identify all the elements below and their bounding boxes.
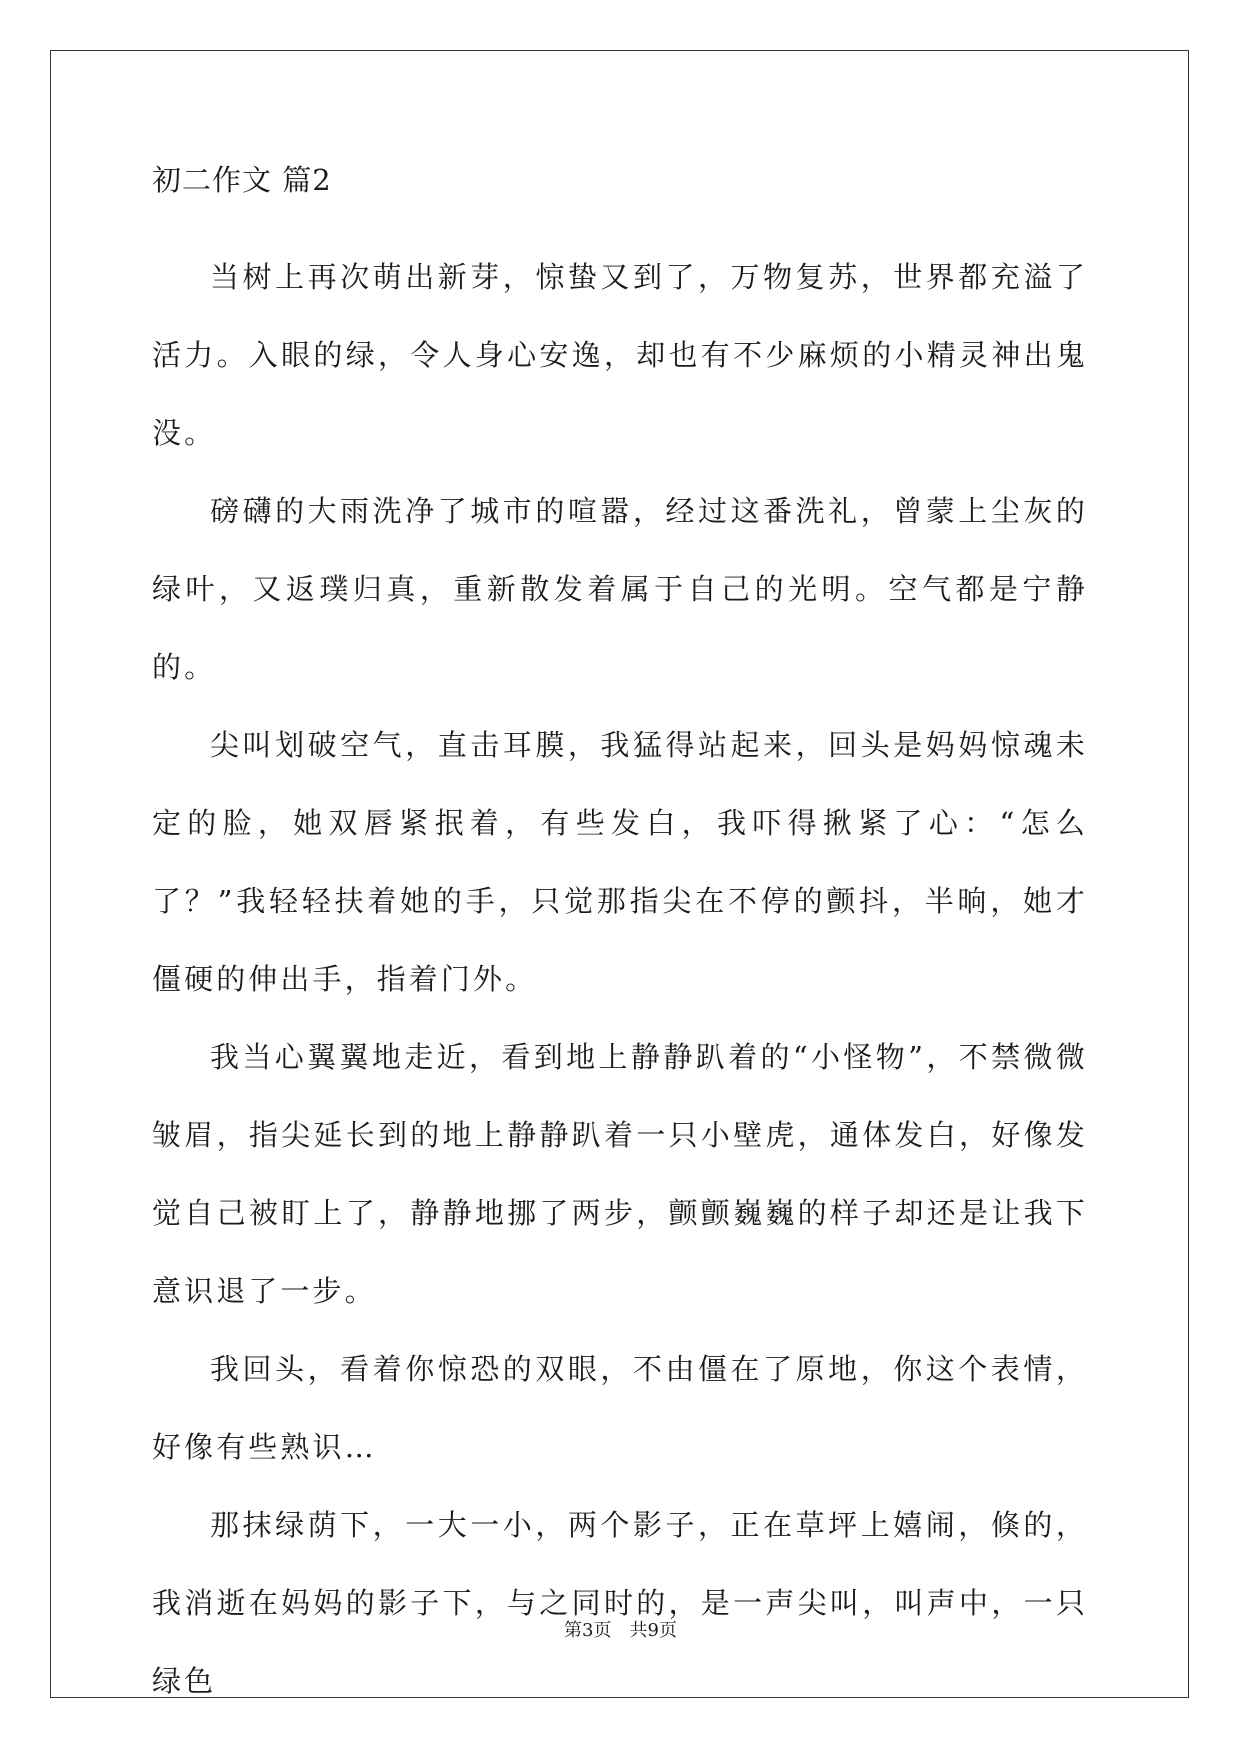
paragraph-3: 尖叫划破空气，直击耳膜，我猛得站起来，回头是妈妈惊魂未定的脸，她双唇紧抿着，有些发白，我吓得揪紧了心：“怎么了？”我轻轻扶着她的手，只觉那指尖在不停的颤抖，半晌，她才僵硬的伸出手，指着门外。 [152,728,1088,996]
paragraph-5: 我回头，看着你惊恐的双眼，不由僵在了原地，你这个表情，好像有些熟识… [152,1352,1088,1464]
document-body [152,160,1088,1720]
paragraph-1: 当树上再次萌出新芽，惊蛰又到了，万物复苏，世界都充溢了活力。入眼的绿，令人身心安逸，却也有不少麻烦的小精灵神出鬼没。 [152,260,1088,450]
paragraph-6: 那抹绿荫下，一大一小，两个影子，正在草坪上嬉闹，倏的，我消逝在妈妈的影子下，与之同时的，是一声尖叫，叫声中，一只绿色 [152,1508,1088,1698]
document-heading: 初二作文 篇2 [152,163,332,197]
paragraph-2: 磅礴的大雨洗净了城市的喧嚣，经过这番洗礼，曾蒙上尘灰的绿叶，又返璞归真，重新散发着属于自己的光明。空气都是宁静的。 [152,494,1088,684]
page-total: 共9页 [629,1620,677,1641]
page-number: 第3页 [564,1620,612,1641]
page-footer [0,1619,1241,1643]
paragraph-4: 我当心翼翼地走近，看到地上静静趴着的“小怪物”，不禁微微皱眉，指尖延长到的地上静静趴着一只小壁虎，通体发白，好像发觉自己被盯上了，静静地挪了两步，颤颤巍巍的样子却还是让我下意识退了一步。 [152,1040,1088,1308]
